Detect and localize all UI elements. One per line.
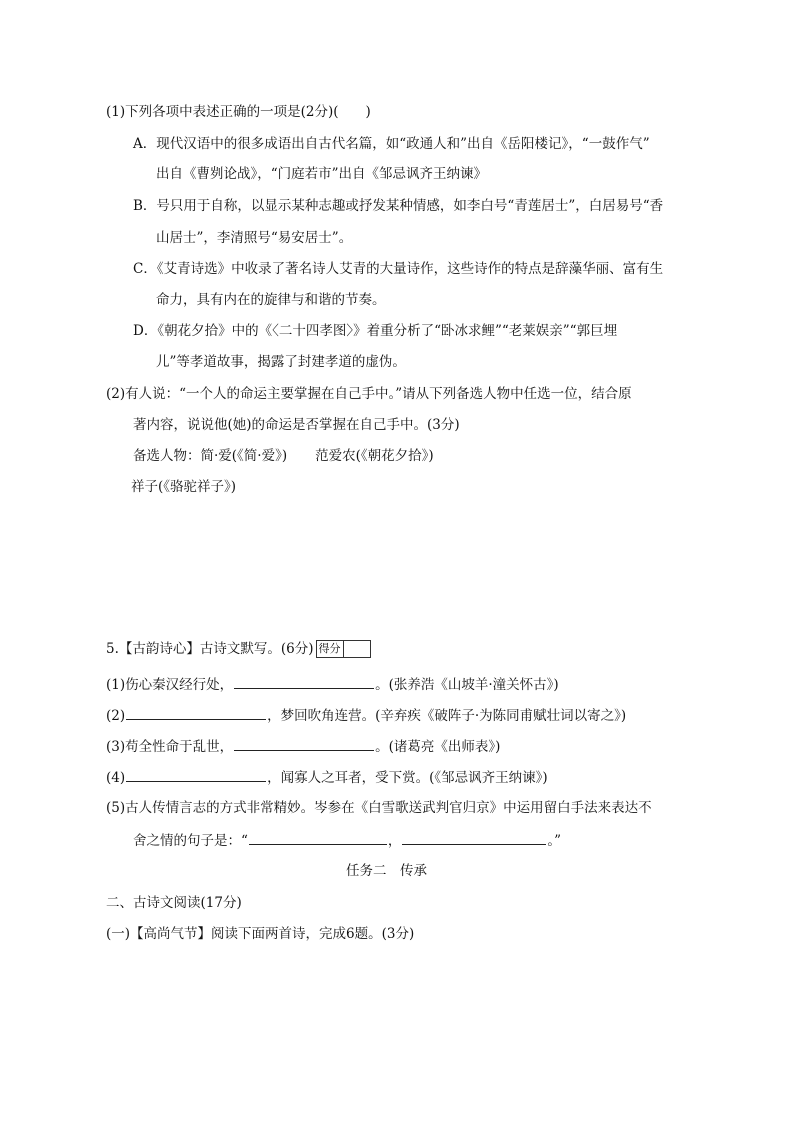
q5-item-1-pre: (1)伤心秦汉经行处， bbox=[106, 677, 234, 693]
q2-candidate-2: 范爱农(《朝花夕拾》) bbox=[315, 448, 434, 464]
q1-option-a-line2: 出自《曹刿论战》，“门庭若市”出自《邹忌讽齐王纳谏》 bbox=[156, 166, 488, 182]
q5-item-5-blank-2[interactable] bbox=[402, 830, 546, 845]
section2-heading: 二、古诗文阅读(17分) bbox=[106, 895, 242, 911]
q1-option-c-line1: C．《艾青诗选》中收录了著名诗人艾青的大量诗作，这些诗作的特点是辞藻华丽、富有生 bbox=[133, 261, 664, 277]
task2-heading: 任务二 传承 bbox=[346, 863, 427, 879]
q5-item-1-post: 。(张养浩《山坡羊·潼关怀古》) bbox=[375, 677, 559, 693]
q5-item-1-blank[interactable] bbox=[234, 674, 374, 689]
q2-candidate-1: 备选人物：简·爱(《简·爱》) bbox=[133, 448, 288, 464]
q1-option-a-line1: A．现代汉语中的很多成语出自古代名篇，如“政通人和”出自《岳阳楼记》，“一鼓作气” bbox=[133, 136, 650, 152]
q5-title-text: 5.【古韵诗心】古诗文默写。(6分) bbox=[106, 641, 314, 657]
q1-stem: (1)下列各项中表述正确的一项是(2分)( ) bbox=[106, 104, 371, 120]
q2-line2: 著内容，说说他(她)的命运是否掌握在自己手中。(3分) bbox=[133, 417, 460, 433]
q5-item-2-pre: (2) bbox=[106, 708, 126, 724]
q5-item-4 bbox=[106, 767, 548, 788]
q1-option-b-line2: 山居士”，李清照号“易安居士”。 bbox=[156, 230, 353, 246]
q5-item-2-post: ，梦回吹角连营。(辛弃疾《破阵子·为陈同甫赋壮词以寄之》) bbox=[267, 708, 627, 724]
q5-item-5-post: 。” bbox=[547, 833, 562, 849]
sub1-heading: (一)【高尚气节】阅读下面两首诗，完成6题。(3分) bbox=[106, 926, 415, 942]
score-cell[interactable] bbox=[344, 641, 370, 657]
q1-option-d-line1: D．《朝花夕拾》中的《〈二十四孝图〉》着重分析了“卧冰求鲤”“老莱娱亲”“郭巨埋 bbox=[133, 323, 618, 339]
score-label: 得分 bbox=[317, 641, 344, 657]
q5-item-2-blank[interactable] bbox=[126, 705, 266, 720]
q5-item-3-post: 。(诸葛亮《出师表》) bbox=[375, 739, 501, 755]
q5-item-3 bbox=[106, 736, 500, 757]
q5-item-3-blank[interactable] bbox=[234, 736, 374, 751]
q2-candidates bbox=[133, 446, 434, 466]
q5-item-4-pre: (4) bbox=[106, 770, 126, 786]
q2-candidate-3: 祥子(《骆驼祥子》) bbox=[131, 479, 237, 495]
q1-option-d-line2: 儿”等孝道故事，揭露了封建孝道的虚伪。 bbox=[156, 354, 406, 370]
q5-item-5-line1: (5)古人传情言志的方式非常精妙。岑参在《白雪歌送武判官归京》中运用留白手法来表达不 bbox=[106, 800, 652, 816]
q1-option-b-line1: B．号只用于自称，以显示某种志趣或抒发某种情感，如李白号“青莲居士”，白居易号“香 bbox=[133, 198, 664, 214]
q5-item-5-pre: 舍之情的句子是：“ bbox=[133, 833, 248, 849]
q5-item-3-pre: (3)苟全性命于乱世， bbox=[106, 739, 234, 755]
q5-item-5-line2 bbox=[133, 830, 561, 851]
q5-title bbox=[106, 639, 371, 659]
q5-item-2 bbox=[106, 705, 626, 726]
q1-option-c-line2: 命力，具有内在的旋律与和谐的节奏。 bbox=[156, 292, 386, 308]
q2-line1: (2)有人说：“一个人的命运主要掌握在自己手中。”请从下列备选人物中任选一位，结合原 bbox=[106, 386, 632, 402]
q5-item-5-blank-1[interactable] bbox=[249, 830, 387, 845]
q5-item-1 bbox=[106, 674, 559, 695]
q5-item-5-mid: ， bbox=[387, 833, 402, 849]
q5-item-4-blank[interactable] bbox=[126, 767, 266, 782]
score-box bbox=[316, 640, 371, 658]
q5-item-4-post: ，闻寡人之耳者，受下赏。(《邹忌讽齐王纳谏》) bbox=[267, 770, 548, 786]
